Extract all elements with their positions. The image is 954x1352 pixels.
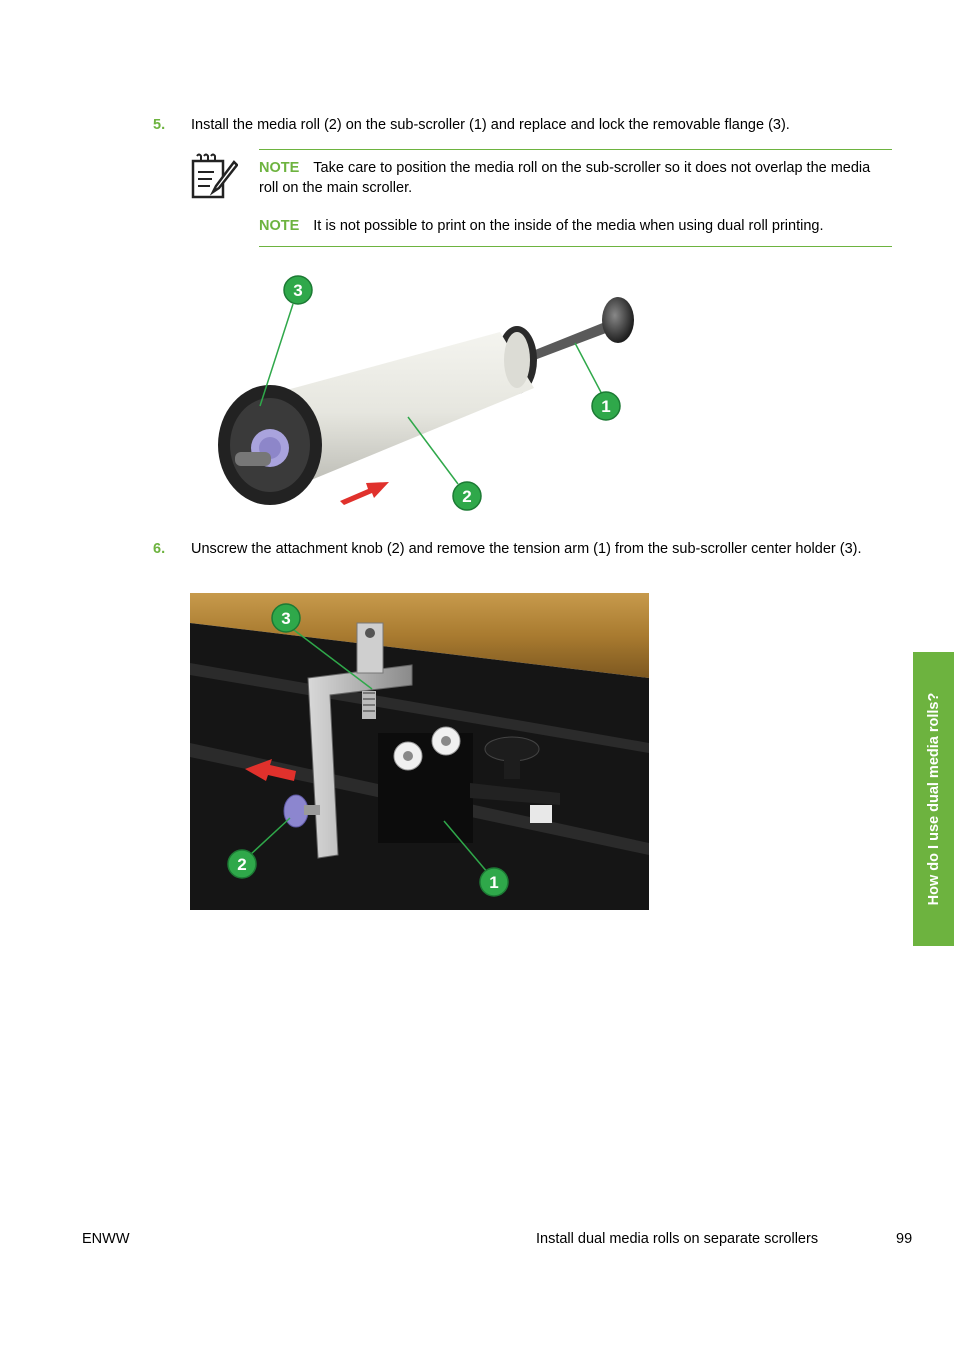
note-icon xyxy=(190,152,238,200)
callout-3 xyxy=(272,604,300,632)
svg-text:2: 2 xyxy=(462,487,472,506)
scroller-end-knob xyxy=(602,297,634,343)
callout-1 xyxy=(480,868,508,896)
svg-text:1: 1 xyxy=(489,873,499,892)
step-number: 6. xyxy=(153,541,166,557)
figure-media-roll xyxy=(190,260,650,522)
svg-text:1: 1 xyxy=(601,397,611,416)
note-label: NOTE xyxy=(259,218,300,234)
step-text: Unscrew the attachment knob (2) and remove the tension arm (1) from the sub-scroller center holder (3). xyxy=(191,541,862,557)
chapter-side-tab[interactable] xyxy=(913,652,954,946)
footer-title: Install dual media rolls on separate scrollers xyxy=(536,1231,819,1247)
page-number: 99 xyxy=(896,1231,913,1247)
figure-tension-arm xyxy=(190,593,649,910)
callout-2 xyxy=(453,482,481,510)
step-number: 5. xyxy=(153,117,166,133)
callout-1 xyxy=(592,392,620,420)
note-1 xyxy=(259,158,892,198)
note-block xyxy=(259,149,892,247)
svg-text:3: 3 xyxy=(293,281,303,300)
svg-text:3: 3 xyxy=(281,609,291,628)
callout-3 xyxy=(284,276,312,304)
note-2 xyxy=(259,216,892,236)
side-tab-label: How do I use dual media rolls? xyxy=(925,692,942,906)
callout-2 xyxy=(228,850,256,878)
svg-text:2: 2 xyxy=(237,855,247,874)
note-text: It is not possible to print on the inside of the media when using dual roll printing. xyxy=(313,218,824,234)
footer-left: ENWW xyxy=(82,1231,130,1247)
step-text: Install the media roll (2) on the sub-scroller (1) and replace and lock the removable flange (3). xyxy=(191,117,790,133)
note-text: Take care to position the media roll on the sub-scroller so it does not overlap the media roll on the main scroller. xyxy=(259,160,871,196)
center-holder xyxy=(378,733,473,843)
note-label: NOTE xyxy=(259,160,300,176)
